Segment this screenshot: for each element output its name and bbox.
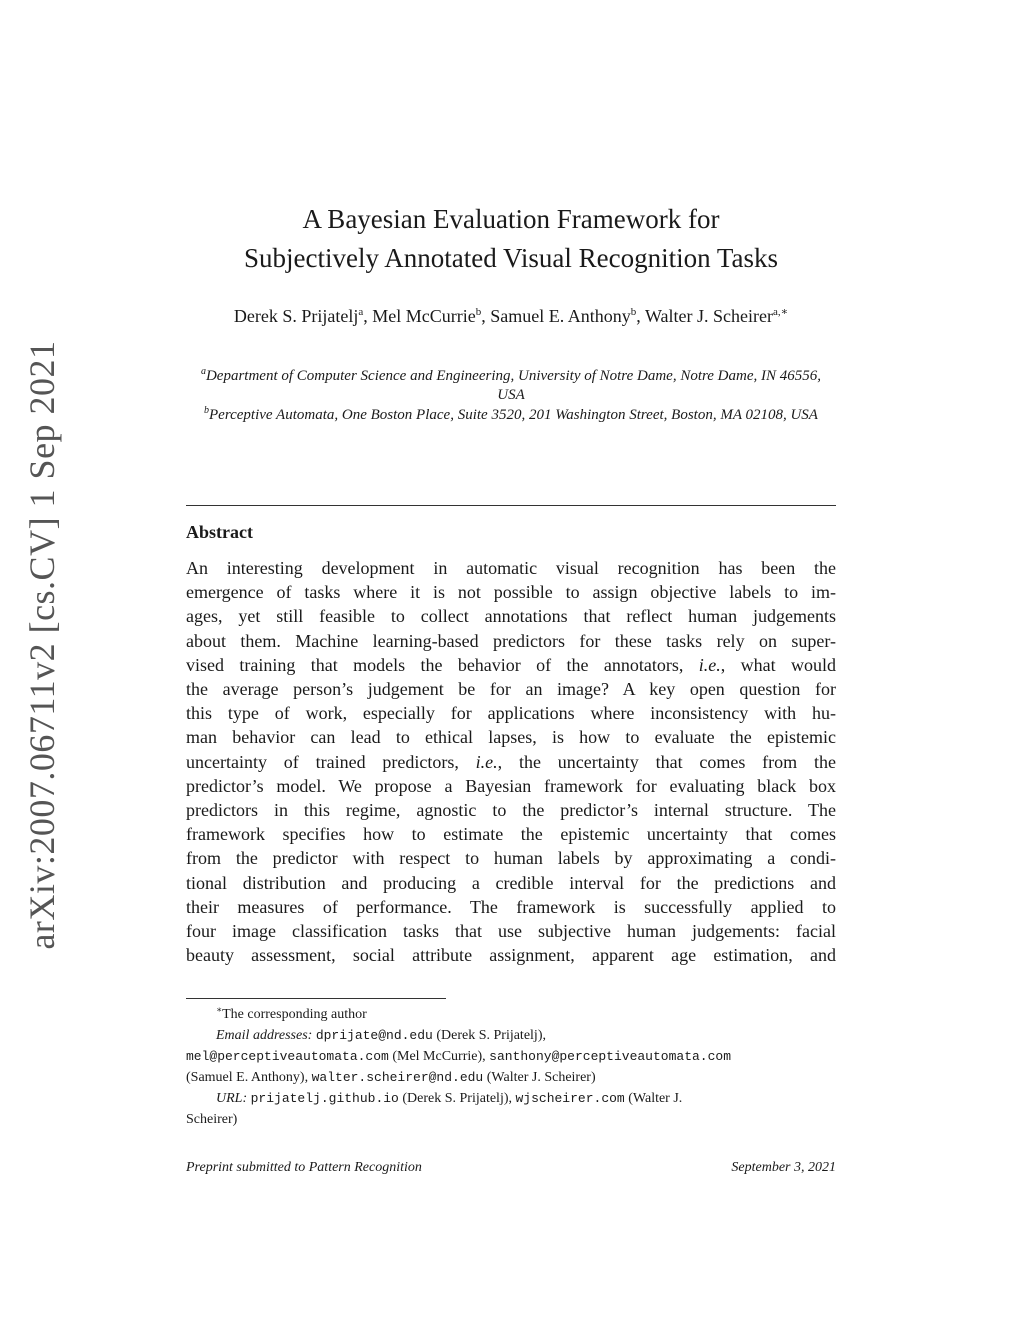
email-line-3: (Samuel E. Anthony), walter.scheirer@nd.edu (Walter J. Scheirer) bbox=[186, 1070, 596, 1085]
author: Walter J. Scheirer$^{a,∗}$ bbox=[644, 306, 789, 326]
email-link[interactable]: santhony@perceptiveautomata.com bbox=[489, 1049, 731, 1064]
title-line-1: A Bayesian Evaluation Framework for bbox=[302, 204, 720, 234]
abstract-line: uncertainty of trained predictors, i.e., the uncertainty that comes from the bbox=[186, 751, 836, 772]
abstract-line: their measures of performance. The framework is successfully applied to bbox=[186, 896, 836, 917]
abstract-line: four image classification tasks that use subjective human judgements: facial bbox=[186, 921, 836, 942]
abstract-line: this type of work, especially for applications where inconsistency with hu- bbox=[186, 703, 836, 724]
url-line-cont: Scheirer) bbox=[186, 1112, 238, 1127]
abstract-line: about them. Machine learning-based predictors for these tasks rely on super- bbox=[186, 630, 836, 651]
abstract-text bbox=[186, 556, 836, 967]
email-link[interactable]: walter.scheirer@nd.edu bbox=[311, 1070, 484, 1085]
author-list bbox=[186, 303, 836, 329]
abstract-line: predictor’s model. We propose a Bayesian framework for evaluating black box bbox=[186, 775, 836, 796]
email-link[interactable]: dprijate@nd.edu bbox=[315, 1028, 433, 1043]
footer-date: September 3, 2021 bbox=[731, 1160, 836, 1175]
arxiv-identifier: arXiv:2007.06711v2 [cs.CV] 1 Sep 2021 bbox=[22, 340, 62, 950]
abstract-line: beauty assessment, social attribute assignment, apparent age estimation, and bbox=[186, 945, 836, 966]
abstract-line: man behavior can lead to ethical lapses, is how to evaluate the epistemic bbox=[186, 727, 836, 748]
footer-journal: Preprint submitted to Pattern Recognition bbox=[186, 1160, 422, 1175]
footnote-rule bbox=[186, 998, 446, 999]
affiliation-b: $^b$Perceptive Automata, One Boston Place, Suite 3520, 201 Washington Street, Boston, MA 02108, USA bbox=[204, 405, 818, 423]
email-line-2: mel@perceptiveautomata.com (Mel McCurrie), santhony@perceptiveautomata.com bbox=[186, 1049, 731, 1064]
email-line-1: Email addresses: dprijate@nd.edu (Derek S. Prijatelj), bbox=[216, 1028, 546, 1043]
abstract-line: ages, yet still feasible to collect annotations that reflect human judgements bbox=[186, 606, 836, 627]
title-line-2: Subjectively Annotated Visual Recognition Tasks bbox=[244, 243, 778, 273]
abstract-line: tional distribution and producing a credible interval for the predictions and bbox=[186, 872, 836, 893]
url-line: URL: prijatelj.github.io (Derek S. Prijatelj), wjscheirer.com (Walter J. bbox=[216, 1091, 683, 1106]
abstract-line: predictors in this regime, agnostic to the predictor’s internal structure. The bbox=[186, 800, 836, 821]
corresponding-author-note: ∗The corresponding author bbox=[216, 1004, 367, 1022]
affiliations bbox=[186, 367, 836, 426]
abstract-line: the average person’s judgement be for an image? A key open question for bbox=[186, 679, 836, 700]
affiliation-a: $^a$Department of Computer Science and Engineering, University of Notre Dame, Notre Dame, IN 46556, USA bbox=[200, 366, 822, 403]
abstract-top-rule bbox=[186, 505, 836, 506]
abstract-line: vised training that models the behavior of the annotators, i.e., what would bbox=[186, 654, 836, 675]
abstract-line: An interesting development in automatic visual recognition has been the bbox=[186, 558, 836, 578]
url-link[interactable]: wjscheirer.com bbox=[515, 1091, 625, 1106]
abstract-line: from the predictor with respect to human labels by approximating a condi- bbox=[186, 848, 836, 869]
abstract-line: emergence of tasks where it is not possible to assign objective labels to im- bbox=[186, 582, 836, 603]
email-link[interactable]: mel@perceptiveautomata.com bbox=[186, 1049, 389, 1064]
paper-title bbox=[186, 200, 836, 278]
author: Samuel E. Anthony$^b$, bbox=[490, 306, 645, 326]
abstract-line: framework specifies how to estimate the epistemic uncertainty that comes bbox=[186, 824, 836, 845]
url-link[interactable]: prijatelj.github.io bbox=[250, 1091, 399, 1106]
author: Mel McCurrie$^b$, bbox=[372, 306, 491, 326]
abstract-heading: Abstract bbox=[186, 522, 253, 542]
footnotes bbox=[186, 1004, 836, 1130]
author: Derek S. Prijatelj$^a$, bbox=[233, 306, 373, 326]
